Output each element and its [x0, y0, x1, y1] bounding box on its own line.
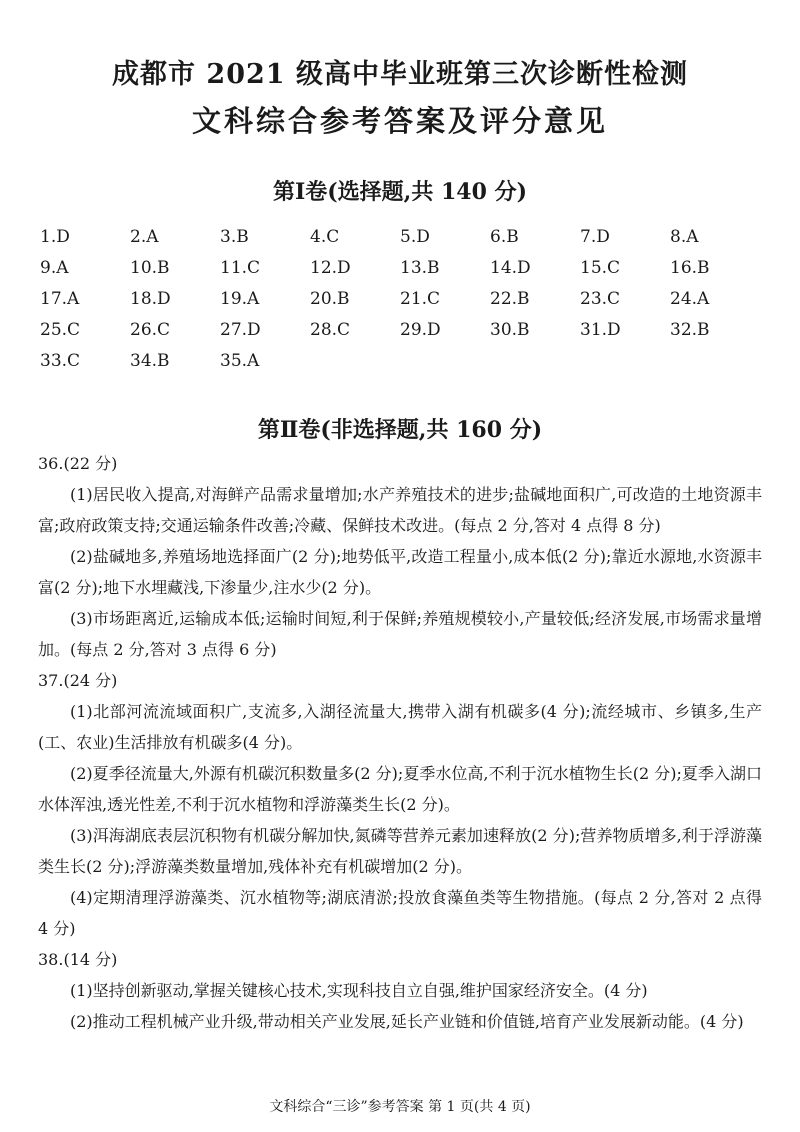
part1-heading: 第Ⅰ卷(选择题,共 140 分): [272, 179, 527, 205]
answer-item: 4.C: [310, 227, 340, 247]
answer-paragraph: (1)坚持创新驱动,掌握关键核心技术,实现科技自立自强,维护国家经济安全。(4 分): [70, 981, 648, 1000]
answer-item: 11.C: [220, 258, 261, 278]
answer-item: 30.B: [490, 320, 530, 340]
part2-answers: [38, 448, 762, 1037]
answer-paragraph: (3)市场距离近,运输成本低;运输时间短,利于保鲜;养殖规模较小,产量较低;经济发展,市场需求量增加。(每点 2 分,答对 3 点得 6 分): [38, 609, 762, 659]
answer-item: 5.D: [400, 227, 430, 247]
answer-paragraph: (3)洱海湖底表层沉积物有机碳分解加快,氮磷等营养元素加速释放(2 分);营养物质增多,利于浮游藻类生长(2 分);浮游藻类数量增加,残体补充有机碳增加(2 分)。: [38, 826, 762, 876]
answer-paragraph: (1)居民收入提高,对海鲜产品需求量增加;水产养殖技术的进步;盐碱地面积广,可改造的土地资源丰富;政府政策支持;交通运输条件改善;冷藏、保鲜技术改进。(每点 2 分,答对 4 点得 8 分): [38, 485, 762, 535]
answer-item: 29.D: [400, 320, 441, 340]
answer-item: 17.A: [40, 289, 80, 309]
answer-item: 15.C: [580, 258, 621, 278]
answer-item: 31.D: [580, 320, 621, 340]
answer-item: 14.D: [490, 258, 531, 278]
answer-item: 8.A: [670, 227, 699, 247]
answer-item: 23.C: [580, 289, 621, 309]
answer-item: 19.A: [220, 289, 260, 309]
answer-item: 22.B: [490, 289, 530, 309]
answer-item: 12.D: [310, 258, 351, 278]
answer-item: 35.A: [220, 351, 260, 371]
question-heading: 38.(14 分): [38, 950, 118, 969]
question-heading: 36.(22 分): [38, 454, 118, 473]
answer-item: 20.B: [310, 289, 350, 309]
answer-item: 13.B: [400, 258, 440, 278]
answer-item: 16.B: [670, 258, 710, 278]
answer-item: 25.C: [40, 320, 81, 340]
answer-item: 24.A: [670, 289, 710, 309]
part2-heading: 第Ⅱ卷(非选择题,共 160 分): [257, 417, 543, 443]
answer-item: 6.B: [490, 227, 519, 247]
answer-paragraph: (1)北部河流流域面积广,支流多,入湖径流量大,携带入湖有机碳多(4 分);流经城市、乡镇多,生产(工、农业)生活排放有机碳多(4 分)。: [38, 702, 762, 752]
document-title-line2: 文科综合参考答案及评分意见: [191, 104, 608, 138]
answer-item: 2.A: [130, 227, 159, 247]
answer-item: 7.D: [580, 227, 610, 247]
answer-item: 28.C: [310, 320, 351, 340]
answer-paragraph: (4)定期清理浮游藻类、沉水植物等;湖底清淤;投放食藻鱼类等生物措施。(每点 2 分,答对 2 点得 4 分): [38, 888, 762, 938]
answer-item: 34.B: [130, 351, 170, 371]
answer-item: 10.B: [130, 258, 170, 278]
answer-item: 9.A: [40, 258, 69, 278]
answer-item: 33.C: [40, 351, 81, 371]
answer-paragraph: (2)推动工程机械产业升级,带动相关产业发展,延长产业链和价值链,培育产业发展新动能。(4 分): [70, 1012, 744, 1031]
question-heading: 37.(24 分): [38, 671, 118, 690]
answer-item: 27.D: [220, 320, 261, 340]
answer-paragraph: (2)夏季径流量大,外源有机碳沉积数量多(2 分);夏季水位高,不利于沉水植物生长(2 分);夏季入湖口水体浑浊,透光性差,不利于沉水植物和浮游藻类生长(2 分)。: [38, 764, 762, 814]
answer-item: 21.C: [400, 289, 441, 309]
document-title-line1: 成都市 2021 级高中毕业班第三次诊断性检测: [112, 59, 688, 90]
answer-paragraph: (2)盐碱地多,养殖场地选择面广(2 分);地势低平,改造工程量小,成本低(2 分);靠近水源地,水资源丰富(2 分);地下水埋藏浅,下渗量少,注水少(2 分)。: [38, 547, 762, 597]
answer-item: 3.B: [220, 227, 249, 247]
answer-item: 32.B: [670, 320, 710, 340]
answer-item: 26.C: [130, 320, 171, 340]
page-footer: 文科综合“三诊”参考答案 第 1 页(共 4 页): [269, 1099, 531, 1115]
answer-item: 18.D: [130, 289, 171, 309]
answer-item: 1.D: [40, 227, 70, 247]
multiple-choice-answer-grid: [40, 222, 760, 377]
